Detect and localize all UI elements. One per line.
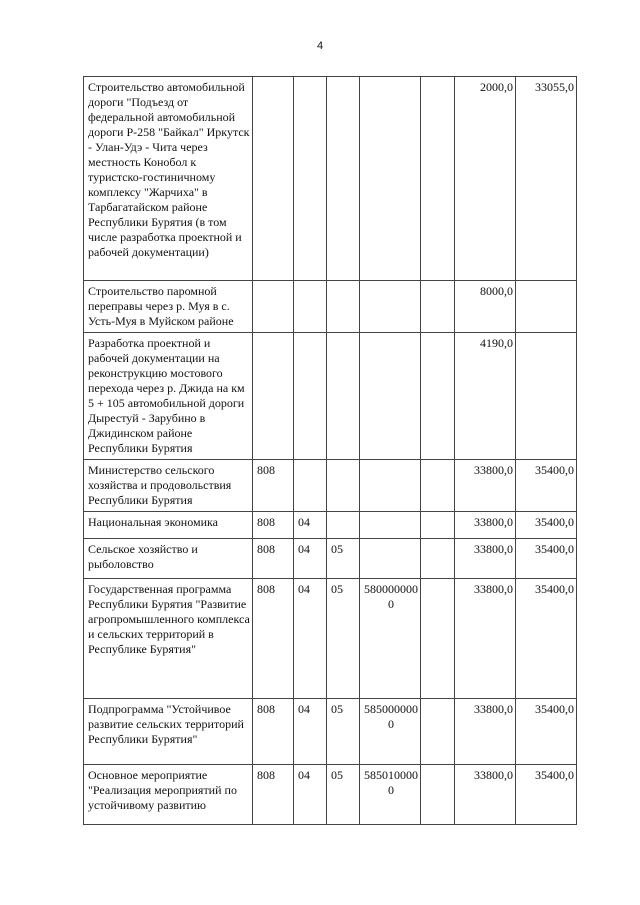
table-row (84, 765, 577, 825)
subsection-code-cell (327, 512, 360, 539)
section-code-cell (294, 460, 327, 512)
expense-name-cell: Министерство сельского хозяйства и продовольствия Республики Бурятия (84, 460, 253, 512)
grbs-code-cell: 808 (253, 579, 294, 699)
subsection-code-cell: 05 (327, 699, 360, 765)
target-article-cell: 5850100000 (360, 765, 421, 825)
table-row (84, 281, 577, 333)
subsection-code-cell (327, 77, 360, 281)
amount-year2-cell: 35400,0 (516, 512, 577, 539)
expense-name-cell: Разработка проектной и рабочей документации на реконструкцию мостового перехода через р. Джида на км 5 + 105 автомобильной дороги Дырестуй - Зарубино в Джидинском районе Республики Бурятия (84, 333, 253, 460)
target-article-cell: 5800000000 (360, 579, 421, 699)
expense-name-cell: Сельское хозяйство и рыболовство (84, 539, 253, 579)
section-code-cell: 04 (294, 539, 327, 579)
expense-type-cell (421, 77, 455, 281)
expense-type-cell (421, 333, 455, 460)
amount-year2-cell (516, 333, 577, 460)
amount-year1-cell: 2000,0 (455, 77, 516, 281)
target-article-cell (360, 512, 421, 539)
grbs-code-cell (253, 333, 294, 460)
amount-year2-cell: 35400,0 (516, 460, 577, 512)
target-article-cell (360, 281, 421, 333)
amount-year1-cell: 33800,0 (455, 579, 516, 699)
budget-table-body (84, 77, 577, 825)
amount-year2-cell: 35400,0 (516, 539, 577, 579)
expense-name-cell: Подпрограмма "Устойчивое развитие сельских территорий Республики Бурятия" (84, 699, 253, 765)
subsection-code-cell (327, 281, 360, 333)
target-article-cell (360, 460, 421, 512)
grbs-code-cell: 808 (253, 699, 294, 765)
table-row (84, 460, 577, 512)
table-row (84, 77, 577, 281)
subsection-code-cell: 05 (327, 539, 360, 579)
grbs-code-cell: 808 (253, 460, 294, 512)
table-row (84, 333, 577, 460)
amount-year1-cell: 33800,0 (455, 460, 516, 512)
grbs-code-cell: 808 (253, 765, 294, 825)
expense-type-cell (421, 765, 455, 825)
grbs-code-cell (253, 77, 294, 281)
amount-year2-cell: 35400,0 (516, 699, 577, 765)
subsection-code-cell: 05 (327, 765, 360, 825)
target-article-cell: 5850000000 (360, 699, 421, 765)
page-number: 4 (316, 40, 324, 52)
amount-year2-cell (516, 281, 577, 333)
amount-year1-cell: 33800,0 (455, 539, 516, 579)
amount-year1-cell: 33800,0 (455, 512, 516, 539)
table-row (84, 512, 577, 539)
section-code-cell: 04 (294, 579, 327, 699)
table-row (84, 539, 577, 579)
section-code-cell (294, 281, 327, 333)
section-code-cell: 04 (294, 512, 327, 539)
section-code-cell: 04 (294, 699, 327, 765)
expense-name-cell: Основное мероприятие "Реализация мероприятий по устойчивому развитию (84, 765, 253, 825)
subsection-code-cell (327, 333, 360, 460)
expense-type-cell (421, 539, 455, 579)
expense-name-cell: Национальная экономика (84, 512, 253, 539)
amount-year1-cell: 33800,0 (455, 699, 516, 765)
amount-year2-cell: 35400,0 (516, 579, 577, 699)
expense-name-cell: Строительство автомобильной дороги "Подъезд от федеральной автомобильной дороги Р-258 "Байкал" Иркутск - Улан-Удэ - Чита через местность Конобол к туристско-гостиничному комплексу "Жарчиха" в Тарбагатайском районе Республики Бурятия (в том числе разработка проектной и рабочей документации) (84, 77, 253, 281)
section-code-cell (294, 333, 327, 460)
subsection-code-cell (327, 460, 360, 512)
target-article-cell (360, 333, 421, 460)
amount-year2-cell: 33055,0 (516, 77, 577, 281)
expense-type-cell (421, 460, 455, 512)
expense-type-cell (421, 699, 455, 765)
grbs-code-cell: 808 (253, 539, 294, 579)
expense-type-cell (421, 281, 455, 333)
section-code-cell (294, 77, 327, 281)
grbs-code-cell (253, 281, 294, 333)
amount-year2-cell: 35400,0 (516, 765, 577, 825)
budget-table (83, 76, 577, 825)
table-row (84, 699, 577, 765)
target-article-cell (360, 539, 421, 579)
grbs-code-cell: 808 (253, 512, 294, 539)
table-row (84, 579, 577, 699)
amount-year1-cell: 4190,0 (455, 333, 516, 460)
expense-name-cell: Государственная программа Республики Бурятия "Развитие агропромышленного комплекса и сельских территорий в Республике Бурятия" (84, 579, 253, 699)
subsection-code-cell: 05 (327, 579, 360, 699)
target-article-cell (360, 77, 421, 281)
expense-type-cell (421, 579, 455, 699)
section-code-cell: 04 (294, 765, 327, 825)
amount-year1-cell: 33800,0 (455, 765, 516, 825)
expense-name-cell: Строительство паромной переправы через р. Муя в с. Усть-Муя в Муйском районе (84, 281, 253, 333)
amount-year1-cell: 8000,0 (455, 281, 516, 333)
expense-type-cell (421, 512, 455, 539)
